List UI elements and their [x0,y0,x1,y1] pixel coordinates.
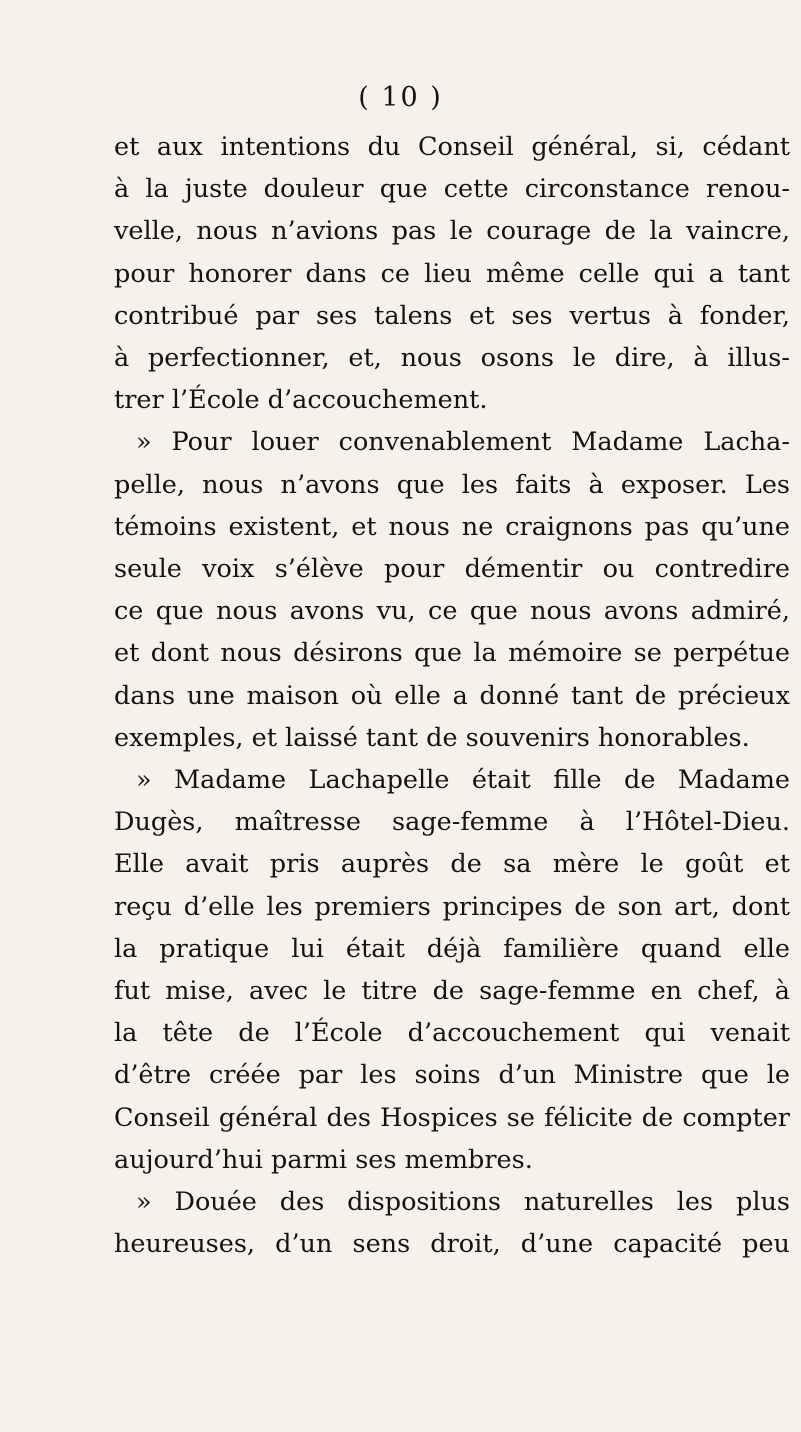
text-line: heureuses, d’un sens droit, d’une capacité peu [114,1229,790,1260]
text-line: témoins existent, et nous ne craignons pas qu’une [114,511,790,542]
text-line: et dont nous désirons que la mémoire se perpétue [114,638,790,669]
text-line: » Pour louer convenablement Madame Lacha- [136,427,790,458]
text-line: trer l’École d’accouchement. [114,385,488,416]
text-line: reçu d’elle les premiers principes de son art, dont [114,891,790,922]
text-line: exemples, et laissé tant de souvenirs honorables. [114,722,750,753]
text-line: la tête de l’École d’accouchement qui venait [114,1018,790,1049]
text-line: à perfectionner, et, nous osons le dire, à illus- [114,343,790,374]
body-text [114,126,790,1265]
text-line: » Madame Lachapelle était fille de Madame [136,765,790,796]
page-number: ( 10 ) [358,82,443,113]
text-line: la pratique lui était déjà familière quand elle [114,933,790,964]
text-line: aujourd’hui parmi ses membres. [114,1144,533,1175]
text-line: d’être créée par les soins d’un Ministre que le [114,1060,790,1091]
text-line: contribué par ses talens et ses vertus à fonder, [114,300,790,331]
text-line: seule voix s’élève pour démentir ou contredire [114,554,790,585]
text-line: pour honorer dans ce lieu même celle qui a tant [114,258,790,289]
text-line: dans une maison où elle a donné tant de précieux [114,680,790,711]
text-line: et aux intentions du Conseil général, si, cédant [114,132,790,162]
text-line: velle, nous n’avions pas le courage de la vaincre, [114,216,790,247]
text-line: » Douée des dispositions naturelles les plus [136,1187,790,1218]
text-line: Elle avait pris auprès de sa mère le goût et [114,849,790,880]
text-line: ce que nous avons vu, ce que nous avons admiré, [114,596,790,627]
text-line: pelle, nous n’avons que les faits à exposer. Les [114,469,790,500]
text-line: Dugès, maîtresse sage-femme à l’Hôtel-Dieu. [114,807,790,838]
text-line: Conseil général des Hospices se félicite de compter [114,1102,790,1133]
text-line: à la juste douleur que cette circonstance renou- [114,174,790,205]
text-line: fut mise, avec le titre de sage-femme en chef, à [114,976,790,1007]
